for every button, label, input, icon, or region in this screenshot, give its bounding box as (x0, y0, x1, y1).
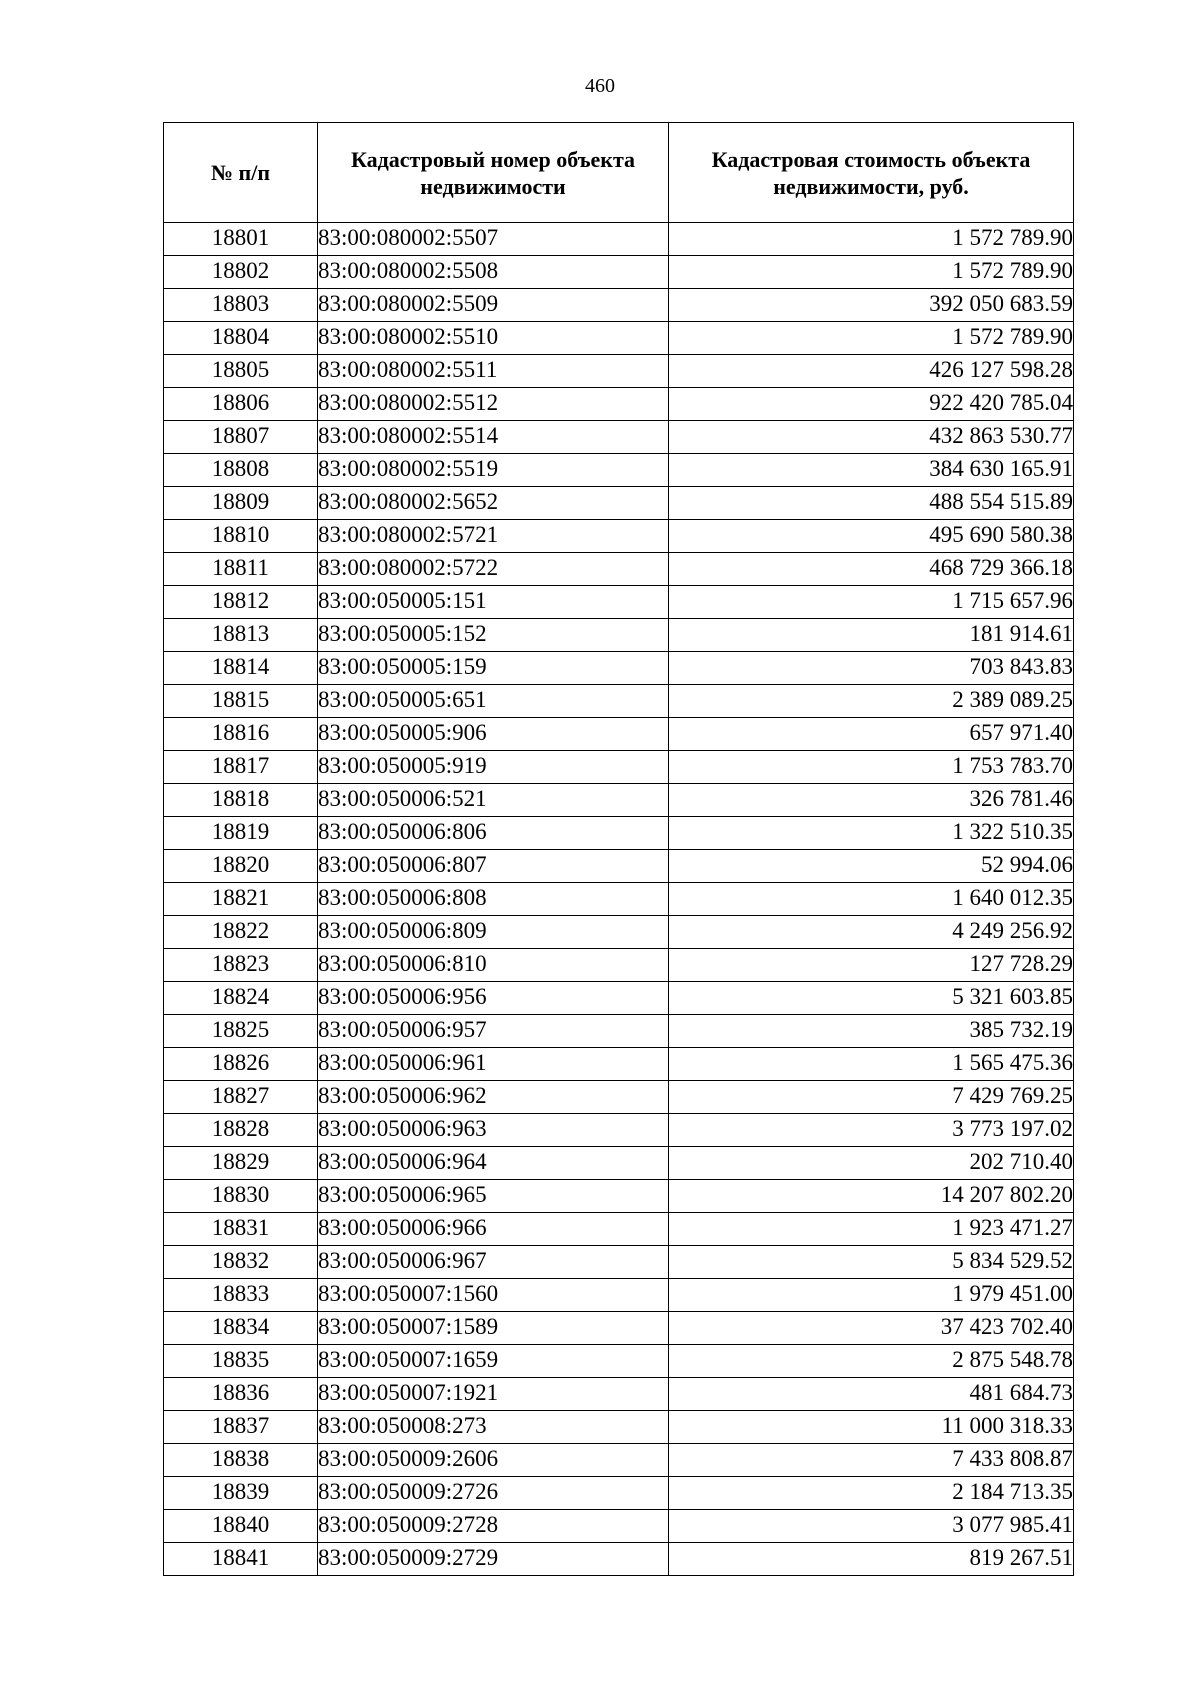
cadastral-value-cell: 1 640 012.35 (669, 883, 1074, 916)
row-number-cell: 18814 (164, 652, 318, 685)
table-row (164, 916, 1074, 949)
cadastral-number-cell: 83:00:050006:964 (318, 1147, 669, 1180)
cadastral-value-cell: 5 834 529.52 (669, 1246, 1074, 1279)
cadastral-value-cell: 1 979 451.00 (669, 1279, 1074, 1312)
cadastral-number-cell: 83:00:050005:919 (318, 751, 669, 784)
row-number-cell: 18818 (164, 784, 318, 817)
cadastral-value-cell: 7 429 769.25 (669, 1081, 1074, 1114)
table-row (164, 355, 1074, 388)
header-cadastral-number: Кадастровый номер объекта недвижимости (318, 123, 669, 223)
cadastral-number-cell: 83:00:080002:5508 (318, 256, 669, 289)
row-number-cell: 18830 (164, 1180, 318, 1213)
table-row (164, 388, 1074, 421)
cadastral-number-cell: 83:00:050009:2606 (318, 1444, 669, 1477)
cadastral-value-cell: 432 863 530.77 (669, 421, 1074, 454)
table-row (164, 1444, 1074, 1477)
cadastral-number-cell: 83:00:080002:5722 (318, 553, 669, 586)
cadastral-value-cell: 2 389 089.25 (669, 685, 1074, 718)
table-row (164, 817, 1074, 850)
cadastral-value-cell: 2 875 548.78 (669, 1345, 1074, 1378)
cadastral-value-cell: 426 127 598.28 (669, 355, 1074, 388)
cadastral-value-cell: 1 572 789.90 (669, 223, 1074, 256)
table-row (164, 685, 1074, 718)
cadastral-value-cell: 3 077 985.41 (669, 1510, 1074, 1543)
row-number-cell: 18815 (164, 685, 318, 718)
cadastral-number-cell: 83:00:080002:5509 (318, 289, 669, 322)
cadastral-number-cell: 83:00:050006:967 (318, 1246, 669, 1279)
row-number-cell: 18807 (164, 421, 318, 454)
cadastral-number-cell: 83:00:050006:966 (318, 1213, 669, 1246)
table-row (164, 1411, 1074, 1444)
table-row (164, 1015, 1074, 1048)
cadastral-value-cell: 1 753 783.70 (669, 751, 1074, 784)
cadastral-number-cell: 83:00:050006:810 (318, 949, 669, 982)
row-number-cell: 18819 (164, 817, 318, 850)
row-number-cell: 18811 (164, 553, 318, 586)
table-row (164, 487, 1074, 520)
cadastral-number-cell: 83:00:050009:2728 (318, 1510, 669, 1543)
row-number-cell: 18802 (164, 256, 318, 289)
row-number-cell: 18831 (164, 1213, 318, 1246)
cadastral-value-cell: 1 322 510.35 (669, 817, 1074, 850)
row-number-cell: 18839 (164, 1477, 318, 1510)
table-row (164, 1114, 1074, 1147)
cadastral-number-cell: 83:00:050009:2726 (318, 1477, 669, 1510)
row-number-cell: 18836 (164, 1378, 318, 1411)
cadastral-number-cell: 83:00:050007:1589 (318, 1312, 669, 1345)
cadastral-value-cell: 488 554 515.89 (669, 487, 1074, 520)
table-row (164, 1180, 1074, 1213)
table-row (164, 223, 1074, 256)
cadastral-value-cell: 52 994.06 (669, 850, 1074, 883)
row-number-cell: 18823 (164, 949, 318, 982)
cadastral-number-cell: 83:00:050005:152 (318, 619, 669, 652)
row-number-cell: 18835 (164, 1345, 318, 1378)
cadastral-number-cell: 83:00:080002:5507 (318, 223, 669, 256)
cadastral-number-cell: 83:00:050006:807 (318, 850, 669, 883)
table-row (164, 1510, 1074, 1543)
row-number-cell: 18834 (164, 1312, 318, 1345)
table-row (164, 421, 1074, 454)
table-row (164, 553, 1074, 586)
table-row (164, 1246, 1074, 1279)
page-number: 460 (585, 75, 615, 97)
cadastral-value-cell: 495 690 580.38 (669, 520, 1074, 553)
header-cadastral-value: Кадастровая стоимость объекта недвижимости, руб. (669, 123, 1074, 223)
row-number-cell: 18822 (164, 916, 318, 949)
cadastral-number-cell: 83:00:080002:5721 (318, 520, 669, 553)
cadastral-value-cell: 657 971.40 (669, 718, 1074, 751)
row-number-cell: 18829 (164, 1147, 318, 1180)
row-number-cell: 18825 (164, 1015, 318, 1048)
table-row (164, 1378, 1074, 1411)
cadastral-number-cell: 83:00:050006:961 (318, 1048, 669, 1081)
row-number-cell: 18841 (164, 1543, 318, 1576)
cadastral-number-cell: 83:00:050006:965 (318, 1180, 669, 1213)
row-number-cell: 18809 (164, 487, 318, 520)
table-row (164, 1345, 1074, 1378)
cadastral-value-cell: 392 050 683.59 (669, 289, 1074, 322)
cadastral-number-cell: 83:00:050005:159 (318, 652, 669, 685)
cadastral-number-cell: 83:00:050006:963 (318, 1114, 669, 1147)
cadastral-value-cell: 7 433 808.87 (669, 1444, 1074, 1477)
table-row (164, 322, 1074, 355)
table-row (164, 1048, 1074, 1081)
table-header (164, 123, 1074, 223)
row-number-cell: 18806 (164, 388, 318, 421)
table-row (164, 1477, 1074, 1510)
table-row (164, 1213, 1074, 1246)
cadastral-number-cell: 83:00:050007:1921 (318, 1378, 669, 1411)
cadastral-number-cell: 83:00:050006:521 (318, 784, 669, 817)
row-number-cell: 18816 (164, 718, 318, 751)
row-number-cell: 18833 (164, 1279, 318, 1312)
table-row (164, 454, 1074, 487)
table-row (164, 784, 1074, 817)
cadastral-value-cell: 326 781.46 (669, 784, 1074, 817)
cadastral-number-cell: 83:00:050007:1560 (318, 1279, 669, 1312)
table-row (164, 718, 1074, 751)
cadastral-number-cell: 83:00:050009:2729 (318, 1543, 669, 1576)
table-row (164, 1147, 1074, 1180)
cadastral-value-cell: 37 423 702.40 (669, 1312, 1074, 1345)
cadastral-value-cell: 384 630 165.91 (669, 454, 1074, 487)
cadastral-number-cell: 83:00:080002:5514 (318, 421, 669, 454)
cadastral-value-cell: 1 565 475.36 (669, 1048, 1074, 1081)
cadastral-value-cell: 181 914.61 (669, 619, 1074, 652)
cadastral-number-cell: 83:00:080002:5519 (318, 454, 669, 487)
row-number-cell: 18805 (164, 355, 318, 388)
table-row (164, 949, 1074, 982)
cadastral-number-cell: 83:00:050008:273 (318, 1411, 669, 1444)
cadastral-number-cell: 83:00:050006:808 (318, 883, 669, 916)
table-row (164, 751, 1074, 784)
row-number-cell: 18820 (164, 850, 318, 883)
cadastral-number-cell: 83:00:050006:809 (318, 916, 669, 949)
row-number-cell: 18808 (164, 454, 318, 487)
cadastral-value-cell: 922 420 785.04 (669, 388, 1074, 421)
row-number-cell: 18837 (164, 1411, 318, 1444)
cadastral-value-cell: 3 773 197.02 (669, 1114, 1074, 1147)
cadastral-value-cell: 11 000 318.33 (669, 1411, 1074, 1444)
cadastral-number-cell: 83:00:080002:5652 (318, 487, 669, 520)
table-row (164, 520, 1074, 553)
cadastral-number-cell: 83:00:080002:5511 (318, 355, 669, 388)
cadastral-value-cell: 385 732.19 (669, 1015, 1074, 1048)
row-number-cell: 18838 (164, 1444, 318, 1477)
cadastral-value-cell: 468 729 366.18 (669, 553, 1074, 586)
table-row (164, 1081, 1074, 1114)
row-number-cell: 18813 (164, 619, 318, 652)
table-body (164, 223, 1074, 1576)
row-number-cell: 18817 (164, 751, 318, 784)
cadastral-number-cell: 83:00:050006:962 (318, 1081, 669, 1114)
row-number-cell: 18824 (164, 982, 318, 1015)
cadastral-number-cell: 83:00:080002:5512 (318, 388, 669, 421)
row-number-cell: 18840 (164, 1510, 318, 1543)
header-row-number: № п/п (164, 123, 318, 223)
cadastral-value-cell: 5 321 603.85 (669, 982, 1074, 1015)
cadastral-value-cell: 1 572 789.90 (669, 322, 1074, 355)
cadastral-value-cell: 1 923 471.27 (669, 1213, 1074, 1246)
row-number-cell: 18827 (164, 1081, 318, 1114)
cadastral-number-cell: 83:00:050005:906 (318, 718, 669, 751)
cadastral-number-cell: 83:00:050005:651 (318, 685, 669, 718)
cadastral-number-cell: 83:00:050005:151 (318, 586, 669, 619)
row-number-cell: 18803 (164, 289, 318, 322)
table-row (164, 1279, 1074, 1312)
cadastral-value-cell: 127 728.29 (669, 949, 1074, 982)
cadastral-value-cell: 2 184 713.35 (669, 1477, 1074, 1510)
cadastral-value-cell: 1 715 657.96 (669, 586, 1074, 619)
table-header-row (164, 123, 1074, 223)
cadastral-number-cell: 83:00:050006:806 (318, 817, 669, 850)
table-row (164, 289, 1074, 322)
table-row (164, 256, 1074, 289)
cadastral-value-cell: 14 207 802.20 (669, 1180, 1074, 1213)
cadastral-number-cell: 83:00:050006:956 (318, 982, 669, 1015)
table-row (164, 619, 1074, 652)
cadastral-number-cell: 83:00:080002:5510 (318, 322, 669, 355)
table-row (164, 982, 1074, 1015)
row-number-cell: 18801 (164, 223, 318, 256)
row-number-cell: 18826 (164, 1048, 318, 1081)
table-row (164, 850, 1074, 883)
row-number-cell: 18810 (164, 520, 318, 553)
table-row (164, 652, 1074, 685)
row-number-cell: 18828 (164, 1114, 318, 1147)
cadastral-value-cell: 703 843.83 (669, 652, 1074, 685)
cadastral-value-cell: 819 267.51 (669, 1543, 1074, 1576)
row-number-cell: 18832 (164, 1246, 318, 1279)
table-row (164, 1312, 1074, 1345)
cadastral-value-cell: 4 249 256.92 (669, 916, 1074, 949)
cadastral-value-table (163, 122, 1074, 1576)
row-number-cell: 18804 (164, 322, 318, 355)
cadastral-value-cell: 481 684.73 (669, 1378, 1074, 1411)
table-row (164, 586, 1074, 619)
row-number-cell: 18812 (164, 586, 318, 619)
cadastral-value-cell: 1 572 789.90 (669, 256, 1074, 289)
table-row (164, 1543, 1074, 1576)
cadastral-value-cell: 202 710.40 (669, 1147, 1074, 1180)
row-number-cell: 18821 (164, 883, 318, 916)
table-row (164, 883, 1074, 916)
cadastral-number-cell: 83:00:050006:957 (318, 1015, 669, 1048)
cadastral-number-cell: 83:00:050007:1659 (318, 1345, 669, 1378)
